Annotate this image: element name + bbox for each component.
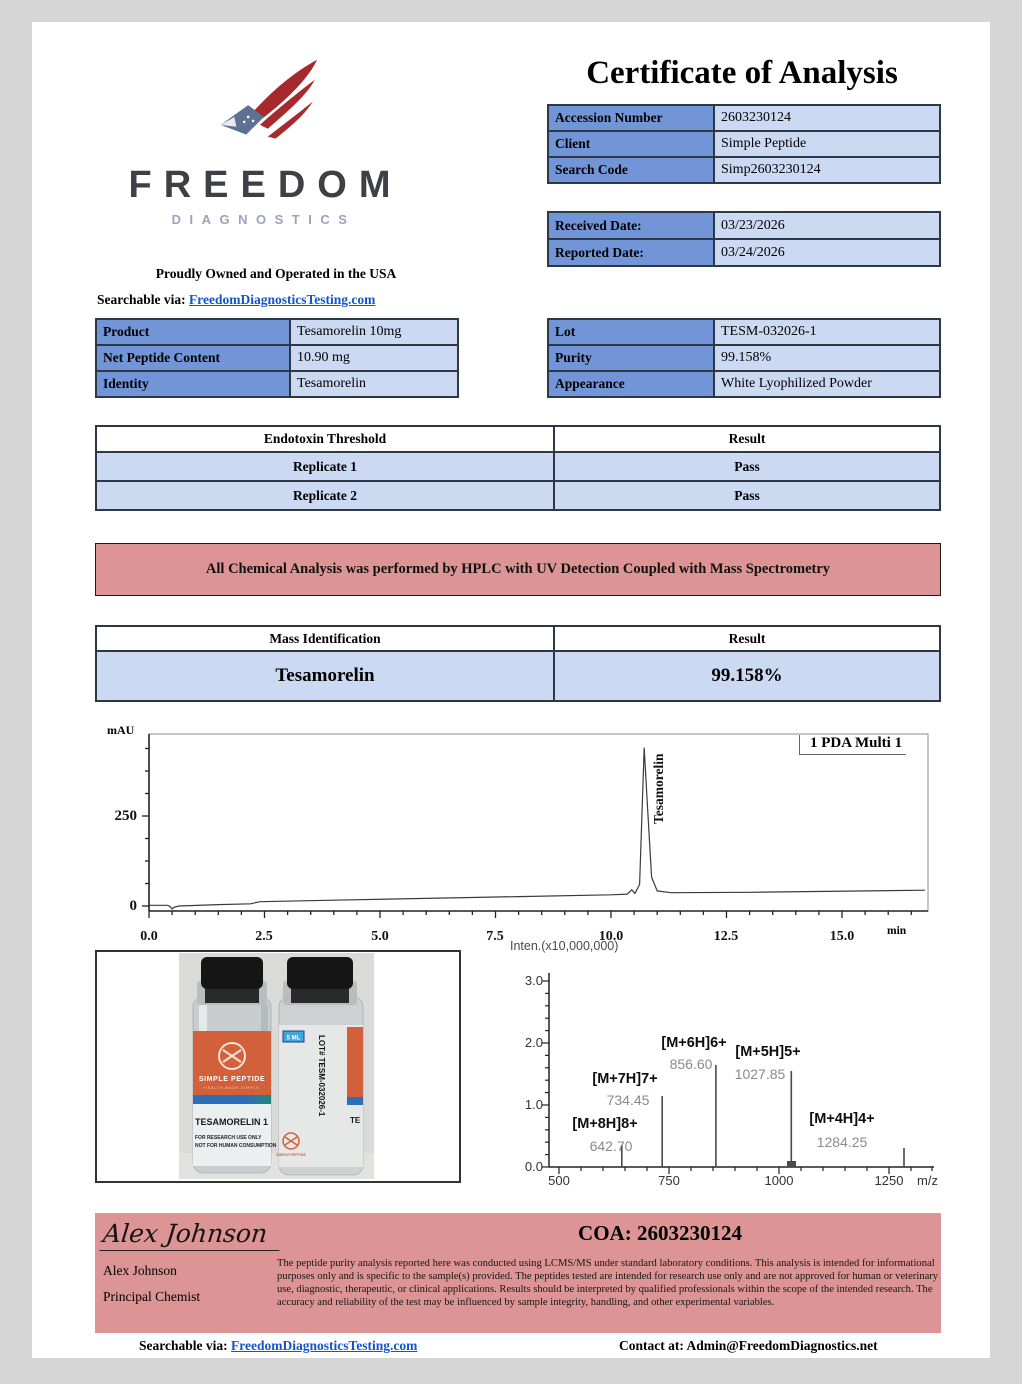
ms-peak-mz: 1027.85 [734, 1066, 786, 1082]
product-label: Product [96, 319, 290, 345]
ms-y-axis-title: Inten.(x10,000,000) [510, 939, 619, 953]
product-value: Tesamorelin 10mg [290, 319, 458, 345]
chromatogram-xtick: 15.0 [829, 929, 855, 944]
vial-volume-badge: 5 ML [286, 1035, 301, 1042]
lot-label: Lot [548, 319, 714, 345]
mass-id-name: Tesamorelin [96, 651, 554, 701]
product-value: 10.90 mg [290, 345, 458, 371]
chromatogram-xtick: 12.5 [713, 929, 739, 944]
ms-peak-label: [M+8H]8+ [572, 1116, 638, 1132]
chromatogram-peak-label: Tesamorelin [651, 753, 666, 824]
endotoxin-replicate: Replicate 2 [96, 481, 554, 510]
analysis-method-banner: All Chemical Analysis was performed by HPLC with UV Detection Coupled with Mass Spectrometry [95, 543, 941, 596]
ms-peak-label: [M+7H]7+ [592, 1071, 658, 1087]
contact-line: Contact at: Admin@FreedomDiagnostics.net [619, 1338, 878, 1353]
chromatogram-xtick: 0.0 [140, 929, 158, 944]
mass-id-result: 99.158% [554, 651, 940, 701]
vial-brand-text: SIMPLE PEPTIDE [198, 1076, 266, 1083]
footer-searchable-label: Searchable via: [139, 1338, 228, 1353]
footer-searchable-link[interactable]: FreedomDiagnosticsTesting.com [231, 1338, 418, 1353]
ms-xtick: 750 [658, 1173, 680, 1188]
signer-name: Alex Johnson [103, 1263, 177, 1278]
info-value: Simple Peptide [714, 131, 940, 157]
lot-label: Purity [548, 345, 714, 371]
vial-lot-text: LOT# TESM-032026-1 [317, 1035, 326, 1117]
info-label: Accession Number [548, 105, 714, 131]
signer-role: Principal Chemist [103, 1289, 201, 1304]
product-label: Identity [96, 371, 290, 397]
ms-peak-mz: 642.70 [589, 1138, 633, 1154]
ms-ytick: 0.0 [524, 1159, 543, 1174]
ms-plot [487, 937, 957, 1192]
ms-ytick: 3.0 [524, 973, 543, 988]
searchable-link[interactable]: FreedomDiagnosticsTesting.com [189, 292, 376, 307]
chromatogram-xtick: 5.0 [371, 929, 389, 944]
ms-peak-mz: 734.45 [606, 1092, 650, 1108]
ms-peak-mz: 1284.25 [816, 1134, 868, 1150]
chromatogram-xtick: 7.5 [486, 929, 504, 944]
mass-id-header: Mass Identification [96, 626, 554, 651]
vial-brand-tagline: HEALTH MADE SIMPLE [204, 1086, 260, 1090]
lot-value: White Lyophilized Powder [714, 371, 940, 397]
logo-brand-text: FREEDOM [128, 164, 403, 206]
endotoxin-result: Pass [554, 481, 940, 510]
dates-table [547, 211, 941, 267]
certificate-page [32, 22, 990, 1358]
vial-research-line1: FOR RESEARCH USE ONLY [195, 1135, 262, 1141]
footer-signature-block [95, 1213, 941, 1333]
chromatogram-y-axis-unit: mAU [107, 723, 135, 737]
date-label: Received Date: [548, 212, 714, 239]
mass-identification-table [95, 625, 941, 702]
info-value: Simp2603230124 [714, 157, 940, 183]
product-value: Tesamorelin [290, 371, 458, 397]
chromatogram-ytick-0: 0 [129, 898, 137, 914]
date-value: 03/24/2026 [714, 239, 940, 266]
vial-photo [179, 953, 374, 1179]
vial-photo-frame [95, 950, 461, 1183]
disclaimer-text: The peptide purity analysis reported here was conducted using LCMS/MS under standard laboratory conditions. This analysis is intended for informational purposes only and is specific to the sample(s) provided. The peptides tested are intended for research use only and are not approved for human or veterinary use, diagnostic, therapeutic, or clinical applications. Results should be interpreted by qualified professionals within the scope of the intended research. The accuracy and reliability of the test may be influenced by sample integrity, handling, and other experimental variables. [277, 1258, 939, 1308]
product-table [95, 318, 459, 398]
chromatogram-ytick-250: 250 [114, 808, 137, 824]
chromatogram-legend: 1 PDA Multi 1 [799, 735, 906, 755]
lot-label: Appearance [548, 371, 714, 397]
endotoxin-result-header: Result [554, 426, 940, 452]
ms-ytick: 1.0 [524, 1097, 543, 1112]
searchable-label: Searchable via: [97, 292, 186, 307]
logo-sub-text: DIAGNOSTICS [171, 212, 356, 227]
ms-peak-mz: 856.60 [669, 1056, 713, 1072]
info-label: Client [548, 131, 714, 157]
ms-xtick: 1250 [874, 1173, 904, 1188]
coa-number: COA: 2603230124 [578, 1221, 742, 1245]
mass-spectrum [487, 937, 957, 1192]
mass-result-header: Result [554, 626, 940, 651]
endotoxin-header: Endotoxin Threshold [96, 426, 554, 452]
chromatogram-xtick: 2.5 [255, 929, 273, 944]
hplc-chromatogram [95, 722, 941, 948]
chromatogram-xtick: 10.0 [598, 929, 624, 944]
chromatogram-plot [141, 732, 929, 918]
logo-tagline: Proudly Owned and Operated in the USA [155, 266, 397, 281]
vial-research-line2: NOT FOR HUMAN CONSUMPTION [195, 1143, 277, 1149]
page-title: Certificate of Analysis [586, 55, 898, 91]
signature: Alex Johnson [99, 1219, 283, 1251]
ms-xtick: 500 [548, 1173, 570, 1188]
ms-x-axis-unit: m/z [917, 1173, 938, 1188]
vial-small-logo-text: SIMPLE PEPTIDE [276, 1153, 306, 1157]
searchable-line-top [97, 292, 375, 308]
ms-xtick: 1000 [764, 1173, 794, 1188]
vial-partial-product-text: TE [350, 1116, 361, 1125]
searchable-line-bottom [139, 1338, 417, 1354]
ms-ytick: 2.0 [524, 1035, 543, 1050]
freedom-eagle-logo-icon [192, 56, 322, 172]
ms-peak-label: [M+4H]4+ [809, 1111, 875, 1127]
ms-peak-label: [M+5H]5+ [735, 1044, 801, 1060]
chromatogram-x-axis-unit: min [887, 925, 907, 937]
endotoxin-result: Pass [554, 452, 940, 481]
ms-peak-label: [M+6H]6+ [661, 1035, 727, 1051]
lot-value: 99.158% [714, 345, 940, 371]
date-value: 03/23/2026 [714, 212, 940, 239]
endotoxin-table [95, 425, 941, 511]
endotoxin-replicate: Replicate 1 [96, 452, 554, 481]
product-label: Net Peptide Content [96, 345, 290, 371]
lot-table [547, 318, 941, 398]
date-label: Reported Date: [548, 239, 714, 266]
lot-value: TESM-032026-1 [714, 319, 940, 345]
accession-info-table [547, 104, 941, 184]
info-label: Search Code [548, 157, 714, 183]
info-value: 2603230124 [714, 105, 940, 131]
vial-product-text: TESAMORELIN 1 [195, 1117, 269, 1127]
